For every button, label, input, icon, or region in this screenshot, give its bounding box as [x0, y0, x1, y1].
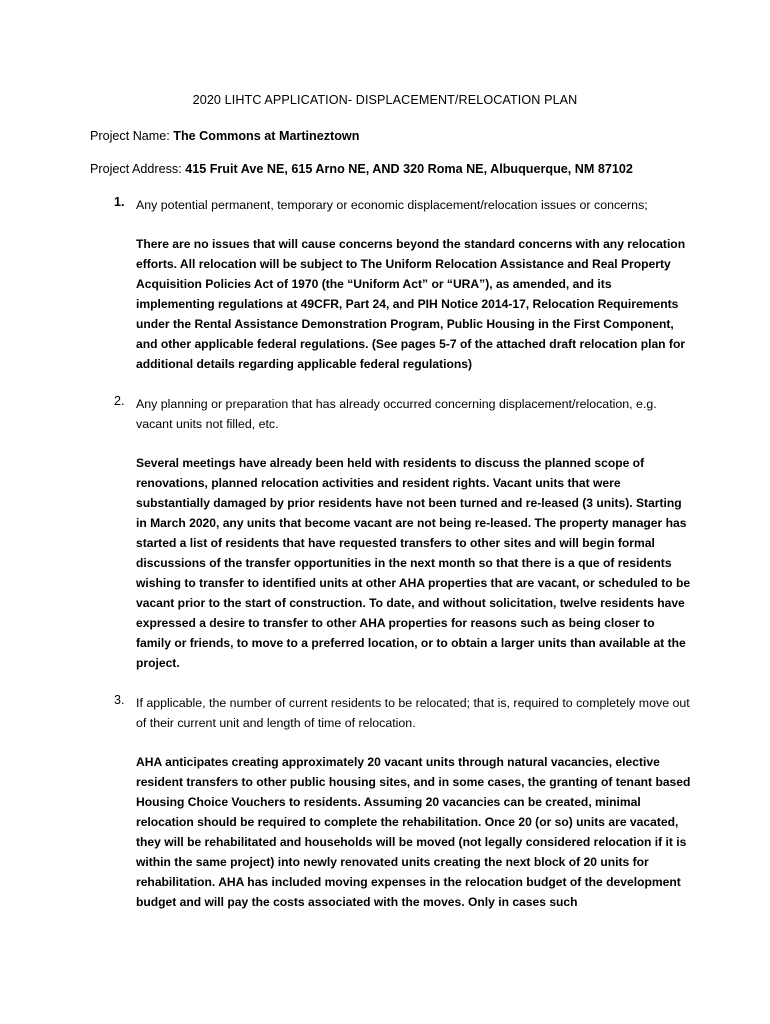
item-3-answer: AHA anticipates creating approximately 20 vacant units through natural vacancies, elective resident transfers to other public housing sites, and in some cases, the granting of tenant based Housing Choice Vouchers to residents. Assuming 20 vacancies can be created, minimal relocation should be required to complete the rehabilitation. Once 20 (or so) units are vacated, they will be rehabilitated and households will be moved (not legally considered relocation if it is within the same project) into newly renovated units creating the next block of 20 units for rehabilitation. AHA has included moving expenses in the relocation budget of the development budget and will pay the costs associated with the moves. Only in cases such	[136, 755, 691, 909]
project-address-line	[90, 162, 633, 176]
project-name-label: Project Name:	[90, 129, 174, 143]
item-question: Any potential permanent, temporary or economic displacement/relocation issues or concerns;	[136, 198, 648, 212]
item-number: 1.	[114, 195, 125, 209]
project-name-line	[90, 129, 359, 143]
document-title: 2020 LIHTC APPLICATION- DISPLACEMENT/RELOCATION PLAN	[192, 93, 578, 107]
item-1-answer: There are no issues that will cause concerns beyond the standard concerns with any relocation efforts. All relocation will be subject to The Uniform Relocation Assistance and Real Property Acquisition Policies Act of 1970 (the “Uniform Act” or “URA”), as amended, and its implementing regulations at 49CFR, Part 24, and PIH Notice 2014-17, Relocation Requirements under the Rental Assistance Demonstration Program, Public Housing in the First Component, and other applicable federal regulations. (See pages 5-7 of the attached draft relocation plan for additional details regarding applicable federal regulations)	[136, 237, 686, 371]
item-question: If applicable, the number of current residents to be relocated; that is, required to completely move out of their current unit and length of time of relocation.	[136, 696, 690, 730]
project-address-label: Project Address:	[90, 162, 186, 176]
item-number: 2.	[114, 394, 125, 408]
item-number: 3.	[114, 693, 125, 707]
project-address-value: 415 Fruit Ave NE, 615 Arno NE, AND 320 Roma NE, Albuquerque, NM 87102	[185, 162, 633, 176]
project-name-value: The Commons at Martineztown	[173, 129, 360, 143]
item-question: Any planning or preparation that has already occurred concerning displacement/relocation, e.g. vacant units not filled, etc.	[136, 397, 657, 431]
item-2-answer: Several meetings have already been held with residents to discuss the planned scope of renovations, planned relocation activities and resident rights. Vacant units that were substantially damaged by prior residents have not been turned and re-leased (3 units). Starting in March 2020, any units that become vacant are not being re-leased. The property manager has started a list of residents that have requested transfers to other sites and will begin formal discussions of the transfer opportunities in the next month so that there is a que of residents wishing to transfer to identified units at other AHA properties that are vacant, or scheduled to be vacant prior to the start of construction. To date, and without solicitation, twelve residents have expressed a desire to transfer to other AHA properties for reasons such as being closer to family or friends, to move to a preferred location, or to obtain a larger units than available at the project.	[136, 456, 691, 670]
